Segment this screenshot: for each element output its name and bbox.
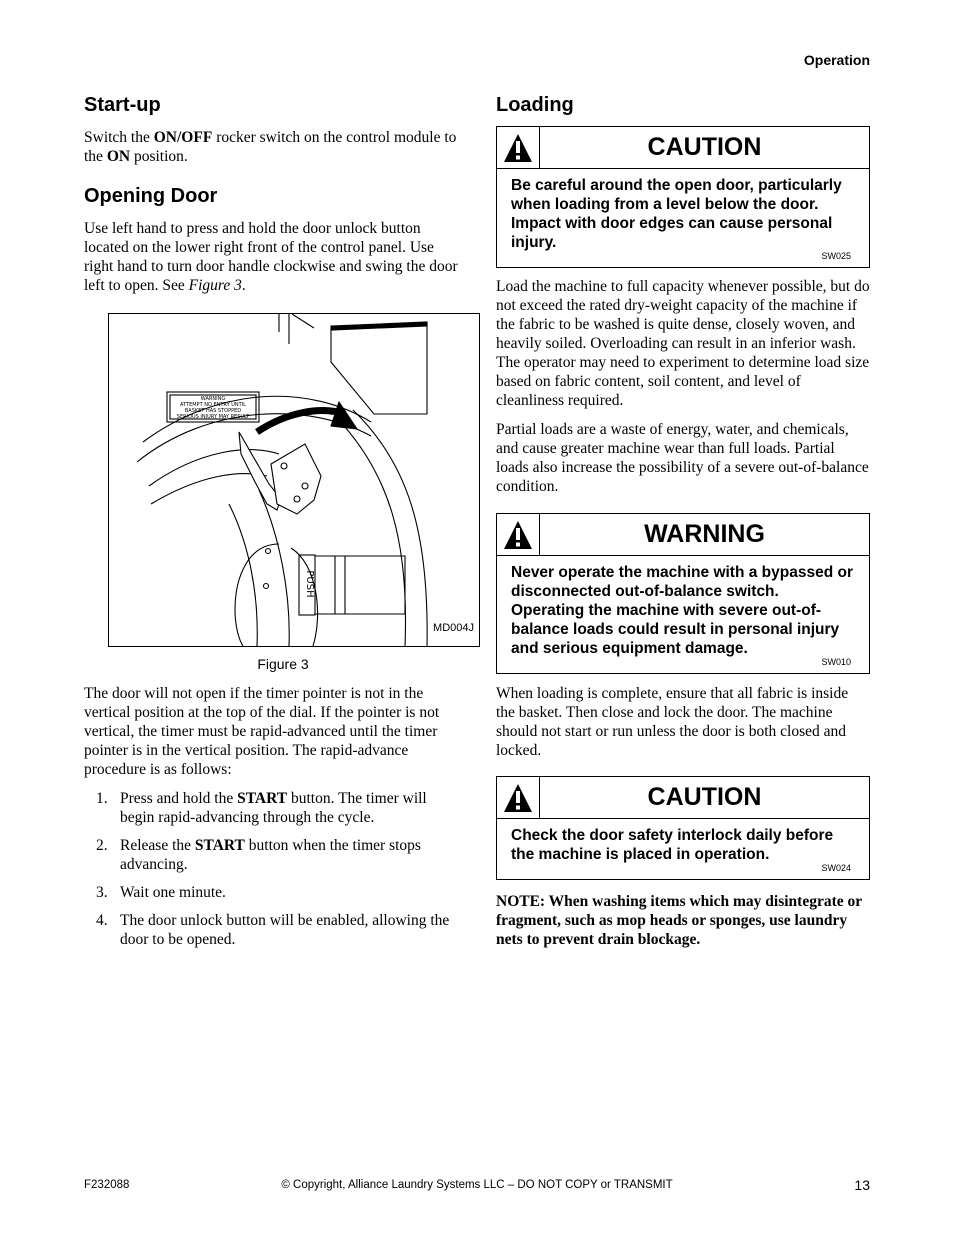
door-handle-drawing (109, 314, 479, 646)
alert-title: CAUTION (647, 133, 762, 161)
step-number: 3. (96, 884, 108, 901)
text-span: button. The timer will begin rapid-advancing through the cycle. (120, 790, 427, 826)
page-number: 13 (854, 1177, 870, 1193)
list-item (84, 836, 458, 874)
text-span: rocker switch on the control module to the (84, 129, 457, 165)
alert-text: Check the door safety interlock daily before the machine is placed in operation. (511, 827, 834, 863)
sign-line-2: ATTEMPT NO ENTRY UNTIL (180, 402, 246, 408)
start-bold: START (194, 837, 245, 854)
alert-body (497, 819, 869, 879)
left-column (84, 92, 474, 958)
figure-3-illustration (108, 313, 480, 647)
right-column (496, 92, 870, 949)
copyright-notice: © Copyright, Alliance Laundry Systems LLC – DO NOT COPY or TRANSMIT (281, 1179, 673, 1191)
opening-door-paragraph (84, 219, 458, 295)
alert-title: WARNING (644, 520, 765, 548)
caution-box-door (496, 126, 870, 268)
list-item (84, 789, 458, 827)
startup-paragraph (84, 128, 458, 166)
loading-heading: Loading (496, 94, 574, 116)
step-number: 1. (96, 790, 108, 807)
partial-loads-paragraph: Partial loads are a waste of energy, water, and chemicals, and cause greater machine wear than full loads. Partial loads also increase the possibility of a severe out-of-balance condition. (496, 421, 869, 495)
text-span: position. (130, 148, 188, 165)
figure-caption: Figure 3 (257, 656, 309, 672)
alert-header (497, 777, 869, 819)
warning-box-balance (496, 513, 870, 674)
sign-line-3: BASKET HAS STOPPED (184, 408, 242, 414)
alert-icon-cell (497, 127, 540, 168)
alert-code: SW010 (821, 657, 851, 667)
startup-heading: Start-up (84, 94, 161, 116)
text-span: button when the timer stops advancing. (120, 837, 421, 873)
opening-door-heading: Opening Door (84, 185, 218, 207)
alert-header (497, 514, 869, 556)
text-span: The door unlock button will be enabled, allowing the door to be opened. (120, 912, 450, 948)
alert-body (497, 556, 869, 673)
alert-text: Be careful around the open door, particularly when loading from a level below the door. Impact with door edges can cause personal injury. (511, 177, 842, 251)
alert-icon-cell (497, 777, 540, 818)
timer-paragraph: The door will not open if the timer pointer is not in the vertical position at the top of the dial. If the pointer is not vertical, the timer must be rapid-advanced until the timer pointer is in the vertical position. The rapid-advance procedure is as follows: (84, 685, 440, 778)
onoff-bold: ON/OFF (153, 129, 213, 146)
start-bold: START (237, 790, 288, 807)
warning-triangle-icon (503, 133, 533, 163)
document-number: F232088 (84, 1179, 130, 1191)
figure-code: MD004J (433, 622, 474, 634)
list-item (84, 911, 458, 949)
warning-triangle-icon (503, 520, 533, 550)
running-header-section: Operation (803, 52, 870, 68)
alert-text: Never operate the machine with a bypassed or disconnected out-of-balance switch. Operating the machine with severe out-of-balance loads could result in personal injury and serious equipment damage. (511, 564, 853, 657)
laundry-net-note: NOTE: When washing items which may disintegrate or fragment, such as mop heads or sponges, use laundry nets to prevent drain blockage. (496, 893, 862, 948)
alert-icon-cell (497, 514, 540, 555)
text-span: Switch the (84, 129, 154, 146)
alert-body (497, 169, 869, 267)
warning-triangle-icon (503, 783, 533, 813)
sign-line-1: WARNING (200, 396, 226, 402)
rapid-advance-steps (84, 789, 458, 949)
alert-header (497, 127, 869, 169)
text-span: . (241, 277, 246, 294)
alert-code: SW025 (821, 251, 851, 261)
alert-code: SW024 (821, 863, 851, 873)
loading-complete-paragraph: When loading is complete, ensure that all fabric is inside the basket. Then close and lock the door. The machine should not start or run unless the door is both closed and locked. (496, 685, 849, 759)
text-span: Press and hold the (120, 790, 238, 807)
text-span: Wait one minute. (120, 884, 226, 901)
sign-line-4: SERIOUS INJURY MAY RESULT (176, 414, 250, 420)
list-item (84, 883, 458, 902)
full-capacity-paragraph: Load the machine to full capacity whenever possible, but do not exceed the rated dry-weight capacity of the machine if the fabric to be washed is quite dense, closely woven, and heavily soiled. Overloading can result in an inferior wash. The operator may need to experiment to determine load size based on fabric content, soil content, and level of cleanliness required. (496, 278, 870, 409)
step-number: 4. (96, 912, 108, 929)
figure-reference: Figure 3 (188, 277, 242, 294)
text-span: Use left hand to press and hold the door unlock button located on the lower right front of the control panel. Use right hand to turn door handle clockwise and swing the door left to open. See (84, 220, 458, 294)
text-span: Release the (120, 837, 195, 854)
step-number: 2. (96, 837, 108, 854)
alert-title: CAUTION (647, 783, 762, 811)
push-label: PUSH (304, 570, 315, 598)
on-bold: ON (106, 148, 131, 165)
caution-box-interlock (496, 776, 870, 880)
